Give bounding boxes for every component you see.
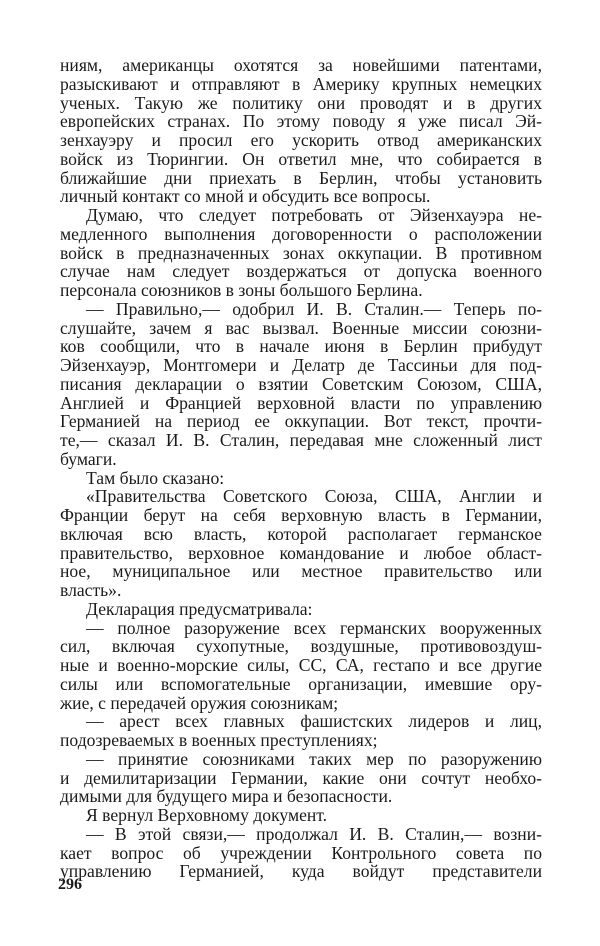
text-line: силы или вспомогательные организации, имевшие ору- [60, 673, 542, 694]
text-line: «Правительства Советского Союза, США, Англии и [86, 486, 542, 507]
text-line: Англией и Францией верховной власти по управлению [60, 392, 542, 413]
text-line: и демилитаризации Германии, какие они сочтут необхо- [60, 767, 542, 788]
text-line: европейских странах. По этому поводу я уже писал Эй- [60, 111, 542, 132]
paragraph-returned-document [60, 806, 542, 825]
text-line: Декларация предусматривала: [86, 598, 313, 619]
text-line: димыми для будущего мира и безопасности. [60, 786, 393, 807]
list-item-disarmament [60, 619, 542, 713]
text-line: Там было сказано: [86, 467, 225, 488]
text-line: включая всю власть, которой располагает германское [60, 523, 542, 544]
text-line: — В этой связи,— продолжал И. В. Сталин,— возни- [86, 823, 542, 844]
text-line: разыскивают и отправляют в Америку крупных немецких [60, 73, 542, 94]
text-line: Эйзенхауэр, Монтгомери и Делатр де Тассиньи для под- [60, 355, 542, 375]
paragraph-stalin-reply [60, 300, 542, 469]
text-line: те,— сказал И. В. Сталин, передавая мне сложенный лист [60, 430, 542, 450]
text-line: — арест всех главных фашистских лидеров и лиц, [86, 711, 542, 732]
text-line: — принятие союзниками таких мер по разоружению [86, 748, 542, 769]
paragraph-control-council [60, 825, 542, 881]
text-line: жие, с передачей оружия союзникам; [60, 692, 339, 713]
text-line: писания декларации о взятии Советским Союзом, США, [60, 373, 542, 394]
paragraph-american-patents [60, 56, 542, 206]
text-line: ков сообщили, что в начале июня в Берлин прибудут [60, 336, 542, 357]
page-body-text [60, 56, 542, 881]
text-line: Франции берут на себя верховную власть в Германии, [60, 505, 542, 525]
text-line: — Правильно,— одобрил И. В. Сталин.— Теперь по- [86, 298, 542, 319]
text-line: личный контакт со мной и обсудить все вопросы. [60, 186, 431, 207]
text-line: — полное разоружение всех германских вооруженных [86, 617, 542, 638]
paragraph-quote-governments [60, 487, 542, 600]
text-line: Я вернул Верховному документ. [86, 805, 328, 825]
text-line: войск из Тюрингии. Он ответил мне, что собирается в [60, 148, 542, 169]
text-line: ближайшие дни приехать в Берлин, чтобы установить [60, 167, 542, 188]
text-line: медленного выполнения договоренности о расположении [60, 223, 542, 244]
text-line: Германией на период ее оккупации. Вот текст, прочти- [60, 411, 542, 432]
text-line: персонала союзников в зоны большого Берлина. [60, 280, 423, 300]
list-item-demilitarization [60, 750, 542, 806]
text-line: правительство, верховное командование и любое област- [60, 542, 542, 563]
text-line: подозреваемых в военных преступлениях; [60, 730, 378, 750]
text-line: кает вопрос об учреждении Контрольного совета по [60, 842, 542, 863]
text-line: управлению Германией, куда войдут представители [60, 861, 542, 882]
text-line: ниям, американцы охотятся за новейшими патентами, [60, 55, 542, 75]
paragraph-demand-eisenhower [60, 206, 542, 300]
text-line: ученых. Такую же политику они проводят и в других [60, 92, 542, 113]
paragraph-declaration-intro [60, 600, 542, 619]
page-number: 296 [58, 876, 82, 893]
text-line: зенхауэру и просил его ускорить отвод американских [60, 130, 542, 150]
text-line: слушайте, зачем я вас вызвал. Военные миссии союзни- [60, 317, 542, 338]
text-line: ное, муниципальное или местное правительство или [60, 561, 542, 582]
text-line: случае нам следует воздержаться от допуска военного [60, 261, 542, 282]
text-line: ные и военно-морские силы, СС, СА, гестапо и все другие [60, 655, 542, 675]
text-line: сил, включая сухопутные, воздушные, противовоздуш- [60, 636, 542, 657]
text-line: Думаю, что следует потребовать от Эйзенхауэра не- [86, 205, 542, 225]
list-item-arrest [60, 712, 542, 750]
paragraph-it-said [60, 469, 542, 488]
text-line: бумаги. [60, 448, 117, 469]
text-line: власть». [60, 580, 122, 600]
text-line: войск в предназначенных зонах оккупации. В противном [60, 242, 542, 263]
